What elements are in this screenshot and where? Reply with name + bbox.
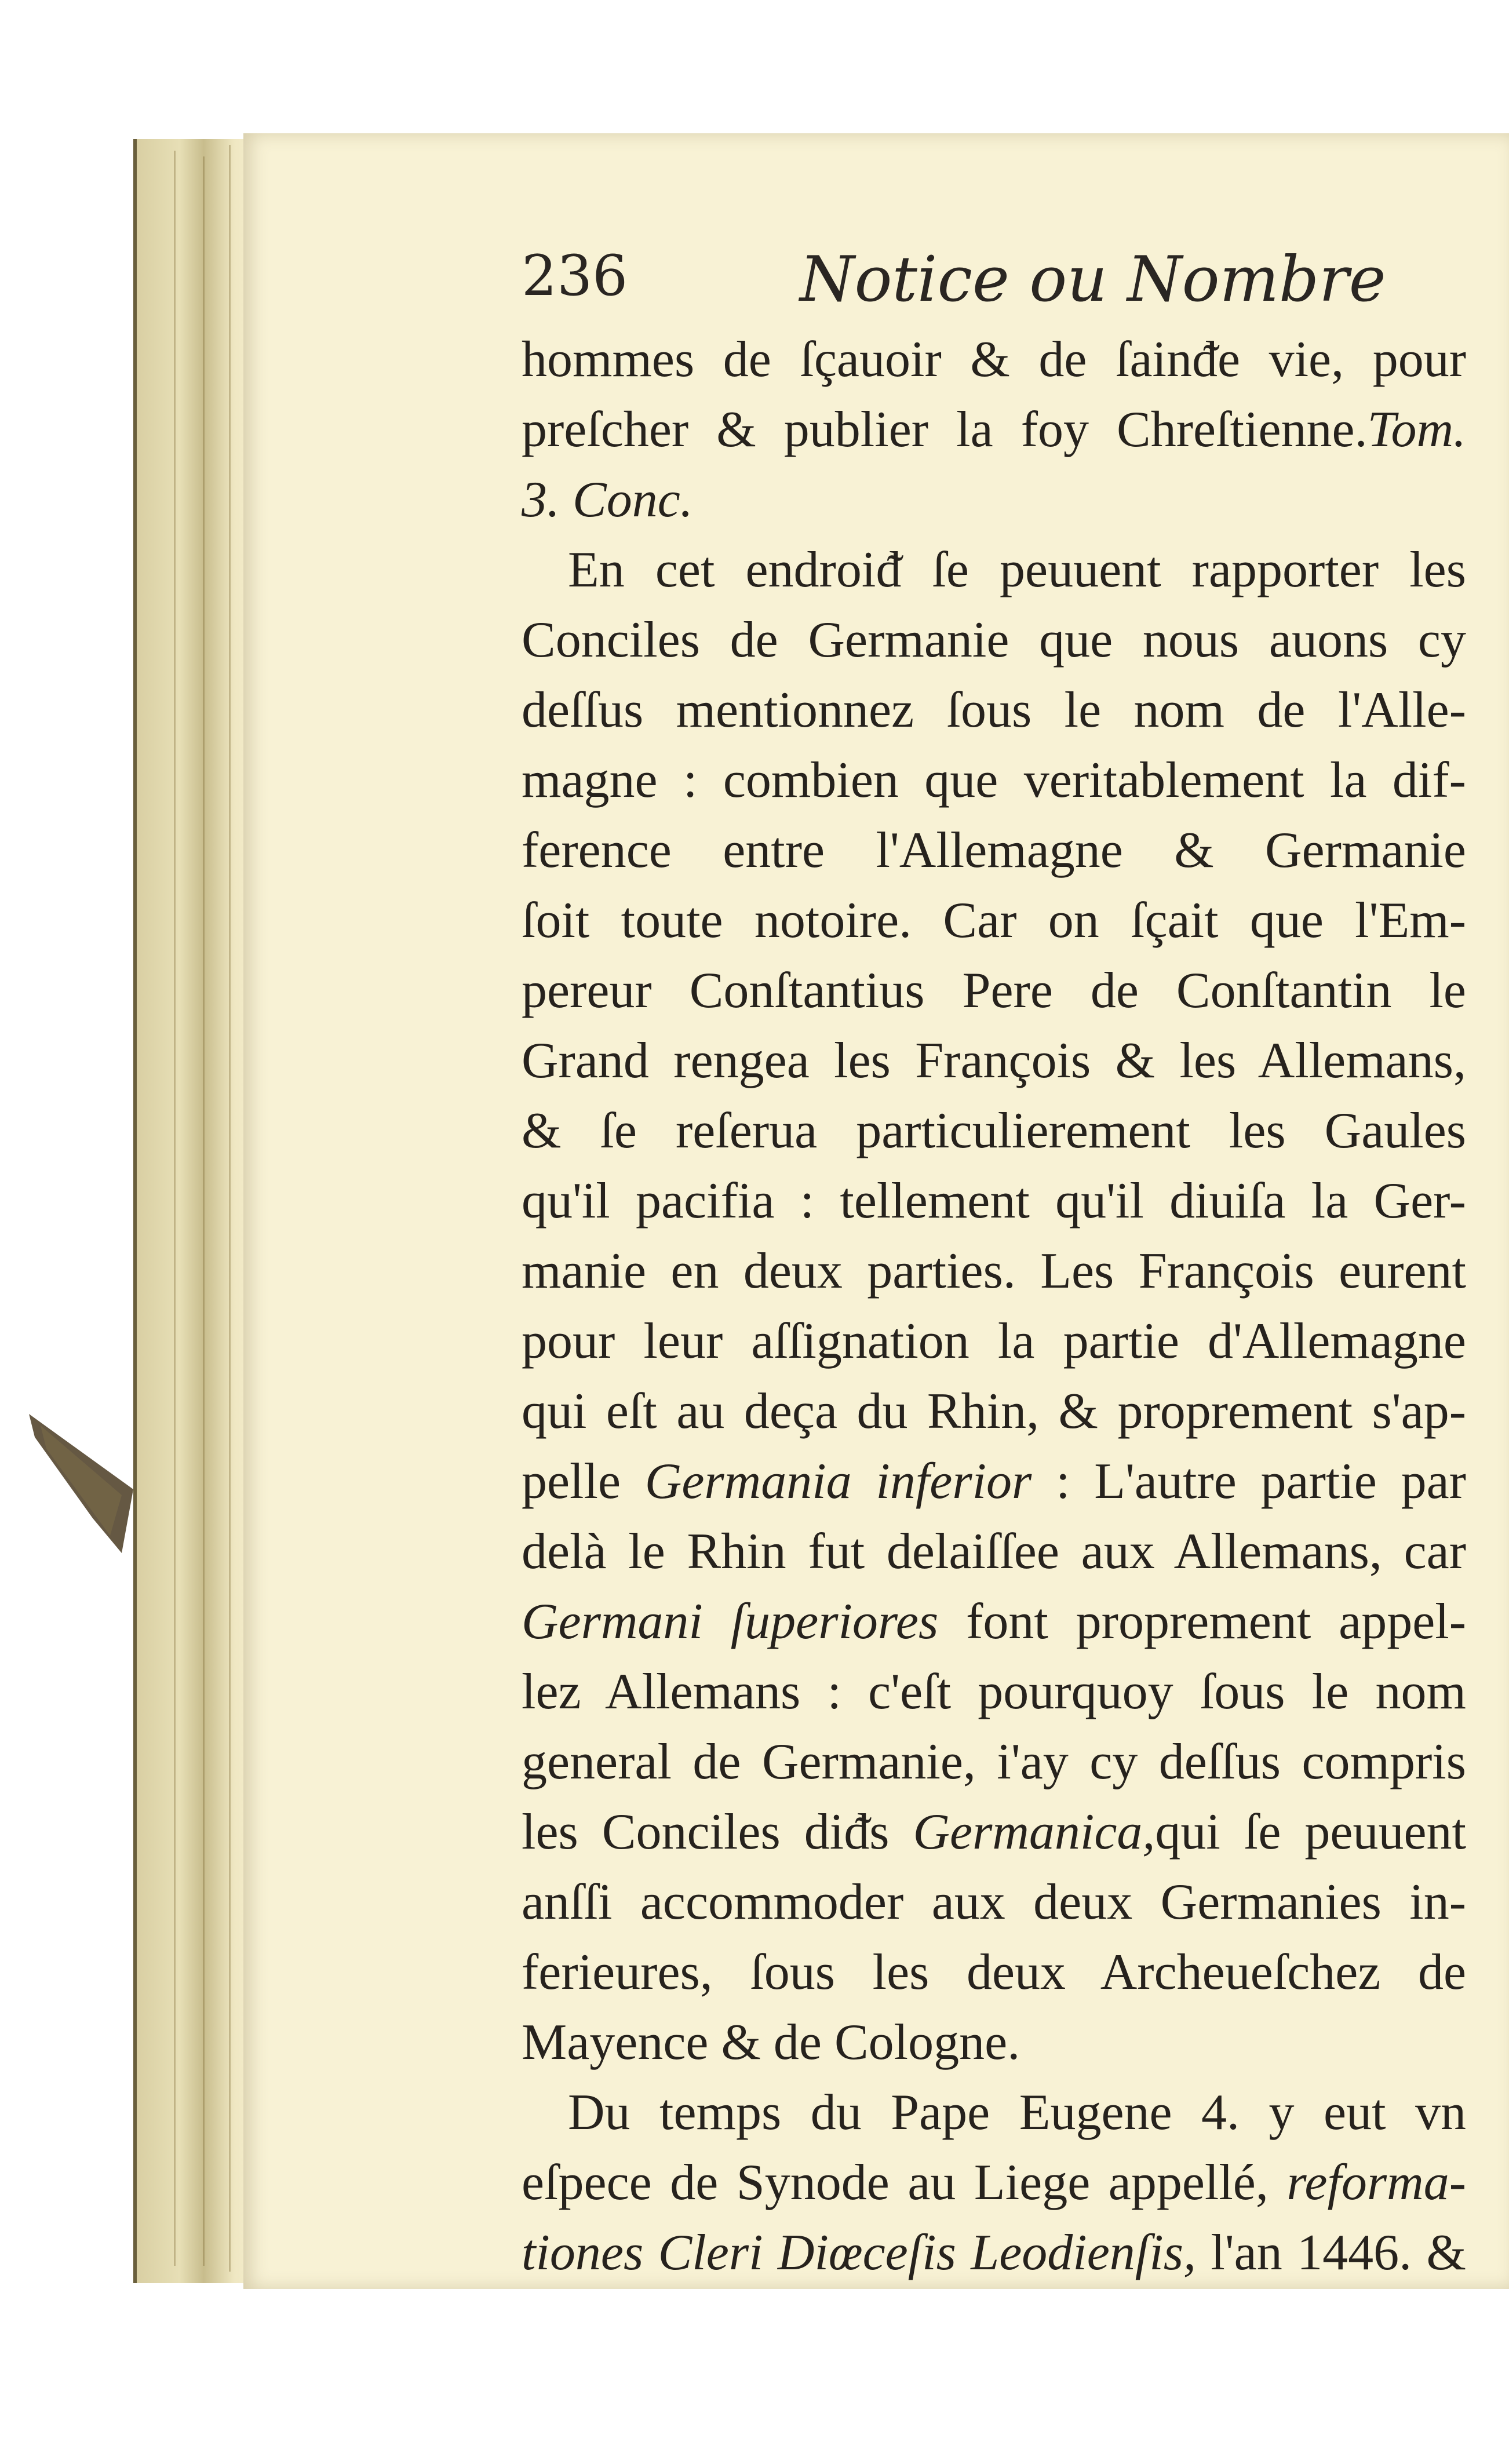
text-line: En cet endroiᵭ ſe peuuent rapporter les — [568, 542, 1466, 598]
text-line: deſſus mentionnez ſous le nom de l'Alle- — [522, 682, 1466, 738]
ribbon-bookmark-icon — [23, 1402, 139, 1559]
margin-reference: Tom. — [1367, 402, 1466, 458]
text-line: pereur Conſtantius Pere de Conſtantin le — [522, 963, 1466, 1019]
text-line: anſſi accommoder aux deux Germanies in- — [522, 1874, 1466, 1930]
text-line: hommes de ſçauoir & de ſainᵭe vie, pour — [522, 331, 1466, 388]
text-run: eſpece de Synode au Liege appellé, — [522, 2155, 1269, 2211]
text-run: qui ſe peuuent — [1155, 1804, 1467, 1860]
text-line: lez Allemans : c'eſt pourquoy ſous le nom — [522, 1664, 1466, 1720]
latin-term: reforma- — [1286, 2155, 1467, 2211]
text-line: Conciles de Germanie que nous auons cy — [522, 612, 1466, 668]
text-run: preſcher & publier la foy Chreſtienne. — [522, 402, 1368, 458]
text-line: magne : combien que veritablement la dif- — [522, 752, 1466, 808]
running-title: Notice ou Nombre — [800, 243, 1386, 316]
text-run: pelle — [522, 1453, 621, 1510]
text-line: ferieures, ſous les deux Archeueſchez de — [522, 1944, 1466, 2000]
body-text — [522, 325, 1466, 2288]
running-head — [522, 243, 1391, 330]
text-line: qu'il pacifia : tellement qu'il diuiſa la Ger- — [522, 1173, 1466, 1229]
text-line — [522, 1797, 1466, 1867]
leaf-edge-line — [203, 156, 205, 2266]
text-line: Grand rengea les François & les Allemans, — [522, 1033, 1466, 1089]
text-line — [522, 1587, 1466, 1657]
latin-term: tiones Cleri Diœceſis Leodienſis, — [522, 2225, 1196, 2281]
text-line: general de Germanie, i'ay cy deſſus compris — [522, 1734, 1466, 1790]
text-line: Mayence & de Cologne. — [522, 2014, 1020, 2071]
text-line: qui eſt au deça du Rhin, & proprement s'ap- — [522, 1383, 1466, 1439]
text-line — [522, 1446, 1466, 1517]
text-line: ſoit toute notoire. Car on ſçait que l'Em- — [522, 892, 1466, 949]
text-line — [522, 2218, 1466, 2288]
book-leaf-edges — [133, 139, 258, 2283]
latin-term: Germania inferior — [644, 1453, 1032, 1510]
text-run: les Conciles diᵭs — [522, 1804, 890, 1860]
leaf-edge-line — [229, 145, 231, 2272]
latin-term: Germani ſuperiores — [522, 1594, 939, 1650]
text-run: l'an 1446. & — [1211, 2225, 1467, 2281]
text-line — [522, 395, 1466, 465]
text-run: font proprement appel- — [966, 1594, 1467, 1650]
text-line: ference entre l'Allemagne & Germanie — [522, 822, 1466, 879]
text-line: Du temps du Pape Eugene 4. y eut vn — [568, 2084, 1466, 2141]
latin-term: Germanica, — [913, 1804, 1156, 1860]
page-number: 236 — [522, 243, 628, 308]
text-line: 3. Conc. — [522, 472, 693, 528]
text-line: & ſe reſerua particulierement les Gaules — [522, 1103, 1466, 1159]
text-line: pour leur aſſignation la partie d'Allemagne — [522, 1313, 1466, 1369]
text-run: : L'autre partie par — [1056, 1453, 1466, 1510]
text-line: delà le Rhin fut delaiſſee aux Allemans, car — [522, 1523, 1466, 1580]
leaf-edge-line — [174, 151, 176, 2266]
text-line — [522, 2148, 1466, 2218]
text-line: manie en deux parties. Les François eurent — [522, 1243, 1466, 1299]
